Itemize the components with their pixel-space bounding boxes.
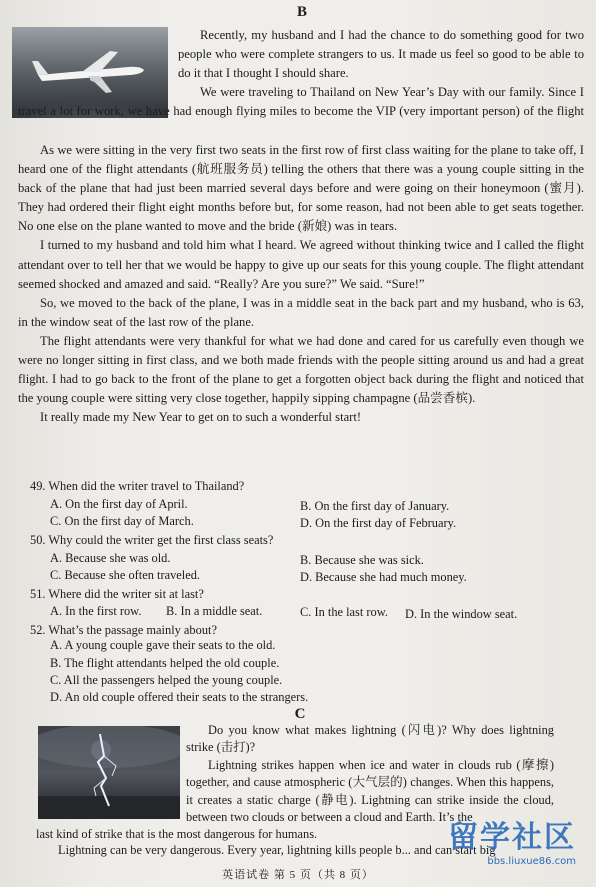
option-d: D. In the window seat. (405, 607, 518, 621)
option-b: B. Because she was sick. (300, 553, 424, 567)
question-stem: 52. What’s the passage mainly about? (30, 623, 217, 637)
option-d: D. Because she had much money. (300, 570, 467, 584)
option-c: C. On the first day of March. (50, 514, 194, 528)
passage-b-paragraphs (18, 141, 584, 427)
watermark-logo: 留学社区 (448, 820, 576, 855)
option-a: A. In the first row. (50, 604, 142, 618)
watermark (448, 812, 576, 867)
option-d: D. An old couple offered their seats to the strangers. (50, 690, 309, 704)
option-d: D. On the first day of February. (300, 516, 457, 530)
passage-c-paragraph-3: Lightning can be very dangerous. Every year, lightning kills people b... and can start big (58, 843, 496, 857)
question-stem: 50. Why could the writer get the first class seats? (30, 533, 274, 547)
question-stem: 49. When did the writer travel to Thailand? (30, 479, 245, 493)
question-stem: 51. Where did the writer sit at last? (30, 587, 204, 601)
option-a: A. A young couple gave their seats to the old. (50, 638, 276, 652)
option-a: A. Because she was old. (50, 551, 171, 565)
option-c: C. All the passengers helped the young couple. (50, 673, 283, 687)
option-b: B. The flight attendants helped the old couple. (50, 656, 280, 670)
passage-b-paragraph-4: I turned to my husband and told him what I heard. We agreed without thinking twice and I called the flight attendant over to tell her that we would be happy to give up our seats for this young couple. The flight attendant seemed shocked and amazed and said. “Really? Are you sure?” We said. “Sure!” (18, 238, 584, 291)
passage-b-paragraph-2-line1: We were traveling to Thailand on New Year’s Day with our family. Since I (200, 85, 584, 99)
passage-c-paragraph-2: Lightning strikes happen when ice and water in clouds rub (摩擦) together, and cause atmospheric (大气层的) changes. When this happens, it creates a static charge (静电). Lightning can strike inside the cloud, between two clouds or between a cloud and Earth. It’s the (186, 758, 554, 825)
passage-b-paragraph-5: So, we moved to the back of the plane, I was in a middle seat in the back part and my husband, who is 63, in the window seat of the last row of the plane. (18, 295, 584, 329)
lightning-image (38, 726, 180, 819)
option-c: C. In the last row. (300, 605, 388, 619)
option-b: B. In a middle seat. (166, 604, 263, 618)
passage-b-paragraph-7: It really made my New Year to get on to such a wonderful start! (40, 410, 362, 425)
section-b-label: B (296, 4, 307, 20)
section-c-label: C (294, 706, 306, 722)
passage-c-paragraph-2-end: last kind of strike that is the most dangerous for humans. (36, 827, 318, 841)
watermark-url: bbs.liuxue86.com (487, 856, 576, 867)
passage-b-paragraph-1: Recently, my husband and I had the chance to do something good for two people who were complete strangers to us. It made us feel so good to be able to do it that I thought I should share. (178, 28, 584, 81)
page-footer: 英语试卷 第 5 页（共 8 页） (222, 869, 374, 881)
passage-c-paragraph-1: Do you know what makes lightning (闪电)? Why does lightning strike (击打)? (186, 723, 554, 755)
passage-b-paragraph-6: The flight attendants were very thankful for what we had done and cared for us carefully even though we were no longer sitting in first class, and we both made friends with the people sitting around us and had a great flight. I had to go back to the front of the plane to get a forgotten object back during the flight and noticed that the young couple were sitting very close together, happily sipping champagne (品尝香槟). (18, 333, 584, 406)
option-b: B. On the first day of January. (300, 499, 450, 513)
option-c: C. Because she often traveled. (50, 568, 201, 582)
passage-b-paragraph-3: As we were sitting in the very first two seats in the first row of first class waiting for the plane to take off, I heard one of the flight attendants (航班服务员) telling the others that there was a young couple sitting in the back of the plane that had just been married several days before and were going on their honeymoon (蜜月). They had ordered their flight eight months before but, for some reason, had not been able to get seats together. No one else on the plane wanted to move and the bride (新娘) was in tears. (18, 143, 584, 234)
option-a: A. On the first day of April. (50, 497, 188, 511)
passage-b-paragraph-2-rest: travel a lot for work, we have had enough flying miles to become the VIP (very important person) of the flight (18, 104, 584, 119)
